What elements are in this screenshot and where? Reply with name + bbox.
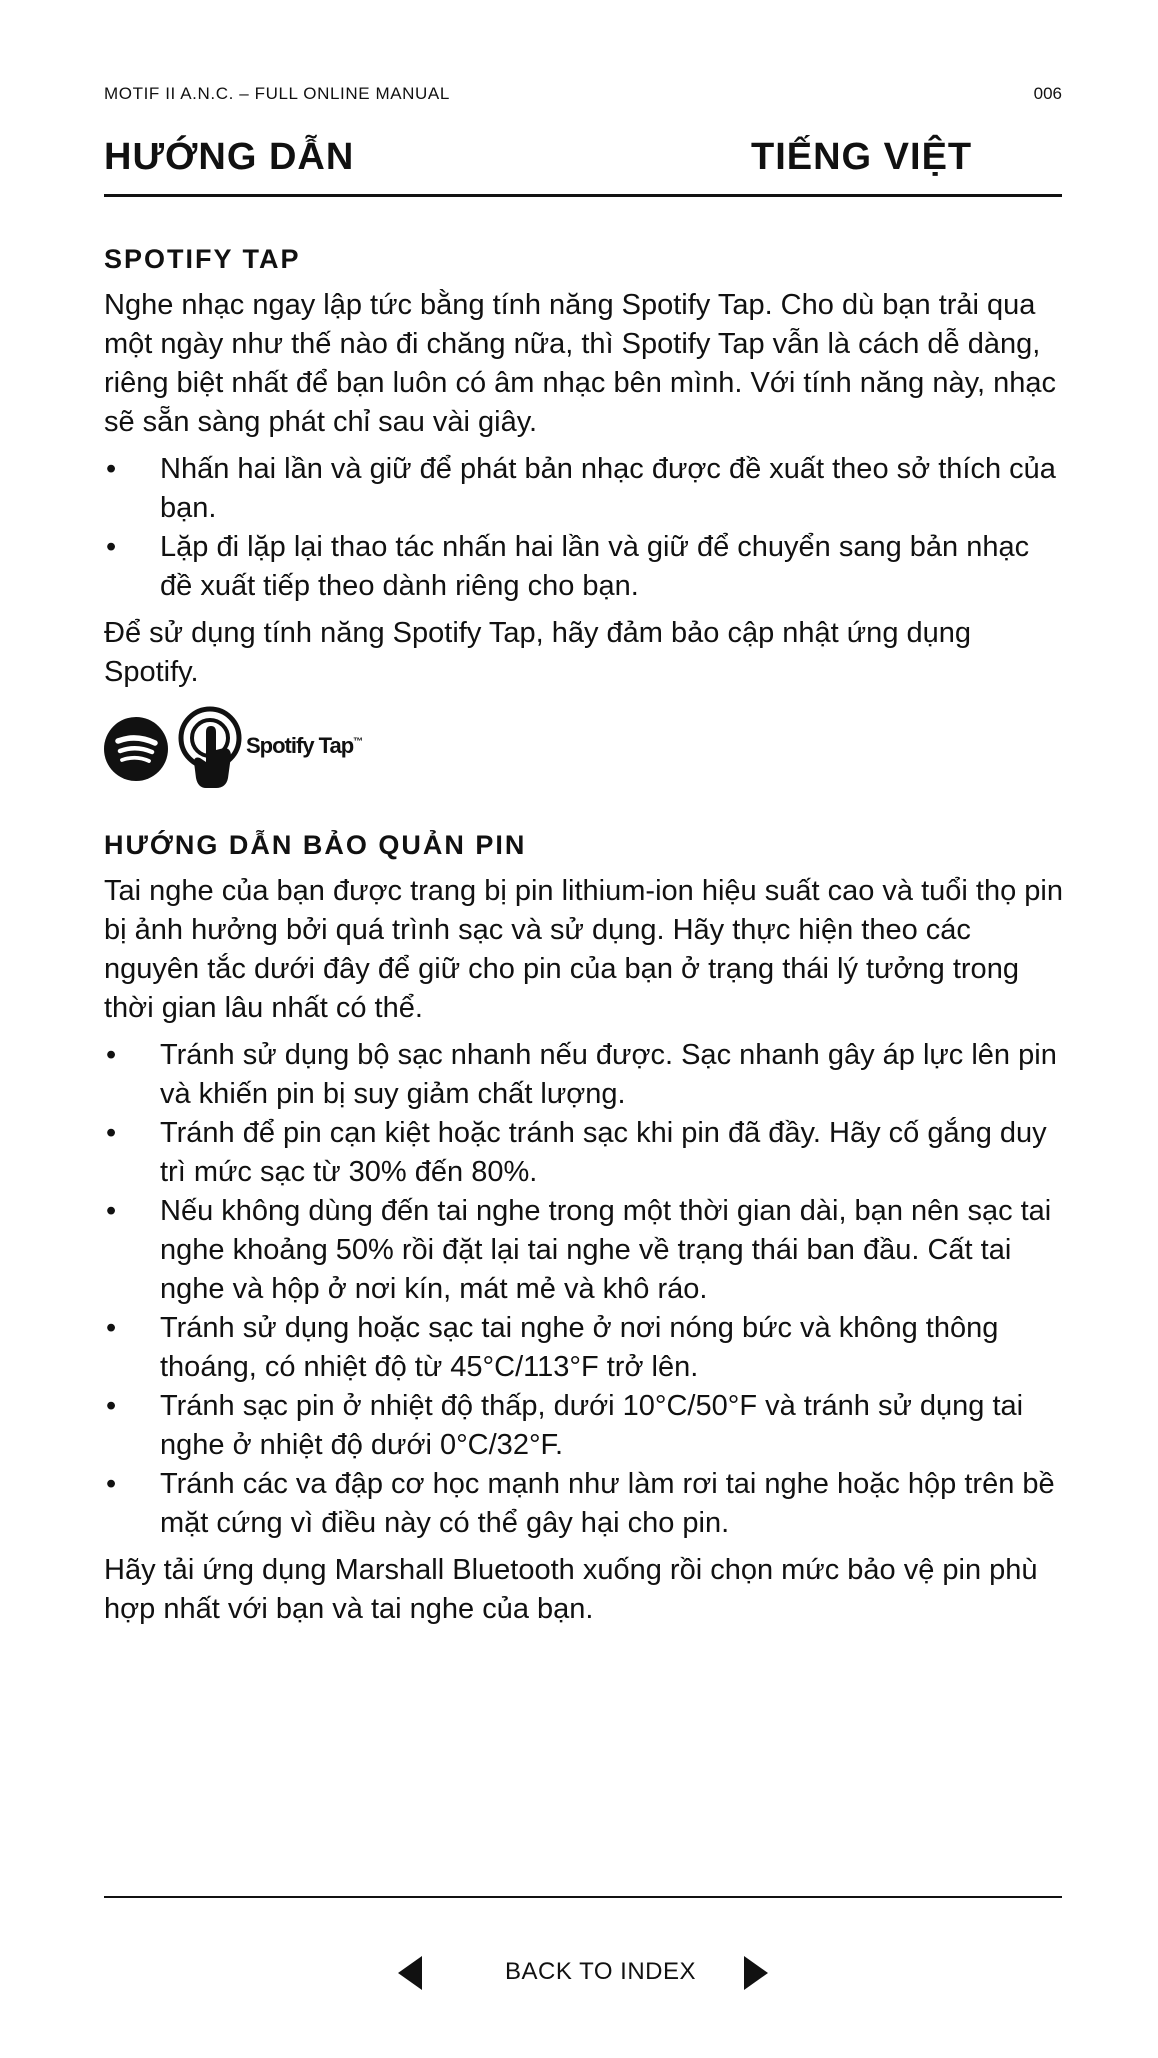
spotify-tap-intro: Nghe nhạc ngay lập tức bằng tính năng Spotify Tap. Cho dù bạn trải qua một ngày như thế nào đi chăng nữa, thì Spotify Tap vẫn là cách dễ dàng, riêng biệt nhất để bạn luôn có âm nhạc bên mình. Với tính năng này, nhạc sẽ sẵn sàng phát chỉ sau vài giây. [104,289,1056,438]
list-item [104,1387,1066,1465]
list-item-text: Tránh sử dụng hoặc sạc tai nghe ở nơi nóng bức và không thông thoáng, có nhiệt độ từ 45°C/113°F trở lên. [160,1312,999,1383]
language-bar [104,132,1062,197]
list-item-text: Tránh để pin cạn kiệt hoặc tránh sạc khi pin đã đầy. Hãy cố gắng duy trì mức sạc từ 30% đến 80%. [160,1117,1047,1188]
trademark-symbol: ™ [353,736,363,748]
next-page-arrow-icon[interactable] [744,1956,768,1990]
guide-title: HƯỚNG DẪN [104,136,355,178]
page-header [104,84,1062,108]
bullet-icon: • [106,1312,117,1344]
list-item [104,1036,1066,1114]
spotify-tap-heading: SPOTIFY TAP [104,244,301,274]
battery-care-heading: HƯỚNG DẪN BẢO QUẢN PIN [104,830,527,860]
footer-divider [104,1896,1062,1898]
bullet-icon: • [106,531,117,563]
list-item-text: Nếu không dùng đến tai nghe trong một thời gian dài, bạn nên sạc tai nghe khoảng 50% rồi đặt lại tai nghe về trạng thái ban đầu. Cất tai nghe và hộp ở nơi kín, mát mẻ và khô ráo. [160,1195,1052,1305]
spotify-tap-wordmark-text: Spotify Tap [246,733,354,758]
list-item [104,528,1066,606]
list-item [104,1465,1066,1543]
bullet-icon: • [106,453,117,485]
bullet-icon: • [106,1390,117,1422]
bullet-icon: • [106,1468,117,1500]
previous-page-arrow-icon[interactable] [398,1956,422,1990]
main-content [104,240,1066,1629]
spotify-tap-logo [104,706,1066,792]
language-title: TIẾNG VIỆT [751,136,973,178]
list-item [104,450,1066,528]
spotify-tap-note: Để sử dụng tính năng Spotify Tap, hãy đảm bảo cập nhật ứng dụng Spotify. [104,617,972,688]
list-item-text: Nhấn hai lần và giữ để phát bản nhạc được đề xuất theo sở thích của bạn. [160,453,1056,524]
bullet-icon: • [106,1039,117,1071]
list-item [104,1114,1066,1192]
list-item [104,1192,1066,1309]
list-item [104,1309,1066,1387]
spotify-tap-wordmark [246,733,362,759]
list-item-text: Tránh sạc pin ở nhiệt độ thấp, dưới 10°C/50°F và tránh sử dụng tai nghe ở nhiệt độ dưới 0°C/32°F. [160,1390,1024,1461]
battery-care-list [104,1036,1066,1543]
list-item-text: Tránh các va đập cơ học mạnh như làm rơi tai nghe hoặc hộp trên bề mặt cứng vì điều này có thể gây hại cho pin. [160,1468,1055,1539]
tap-hand-icon [176,706,242,792]
bullet-icon: • [106,1195,117,1227]
page-number: 006 [1033,84,1062,103]
back-to-index-link[interactable]: BACK TO INDEX [505,1958,696,1985]
list-item-text: Lặp đi lặp lại thao tác nhấn hai lần và giữ để chuyển sang bản nhạc đề xuất tiếp theo dành riêng cho bạn. [160,531,1030,602]
spotify-tap-list [104,450,1066,606]
spotify-icon [104,717,168,781]
manual-title: MOTIF II A.N.C. – FULL ONLINE MANUAL [104,84,450,103]
footer-navigation [0,1950,1158,1990]
bullet-icon: • [106,1117,117,1149]
battery-care-closing: Hãy tải ứng dụng Marshall Bluetooth xuống rồi chọn mức bảo vệ pin phù hợp nhất với bạn và tai nghe của bạn. [104,1554,1038,1625]
battery-care-intro: Tai nghe của bạn được trang bị pin lithium-ion hiệu suất cao và tuổi thọ pin bị ảnh hưởng bởi quá trình sạc và sử dụng. Hãy thực hiện theo các nguyên tắc dưới đây để giữ cho pin của bạn ở trạng thái lý tưởng trong thời gian lâu nhất có thể. [104,875,1063,1024]
list-item-text: Tránh sử dụng bộ sạc nhanh nếu được. Sạc nhanh gây áp lực lên pin và khiến pin bị suy giảm chất lượng. [160,1039,1057,1110]
